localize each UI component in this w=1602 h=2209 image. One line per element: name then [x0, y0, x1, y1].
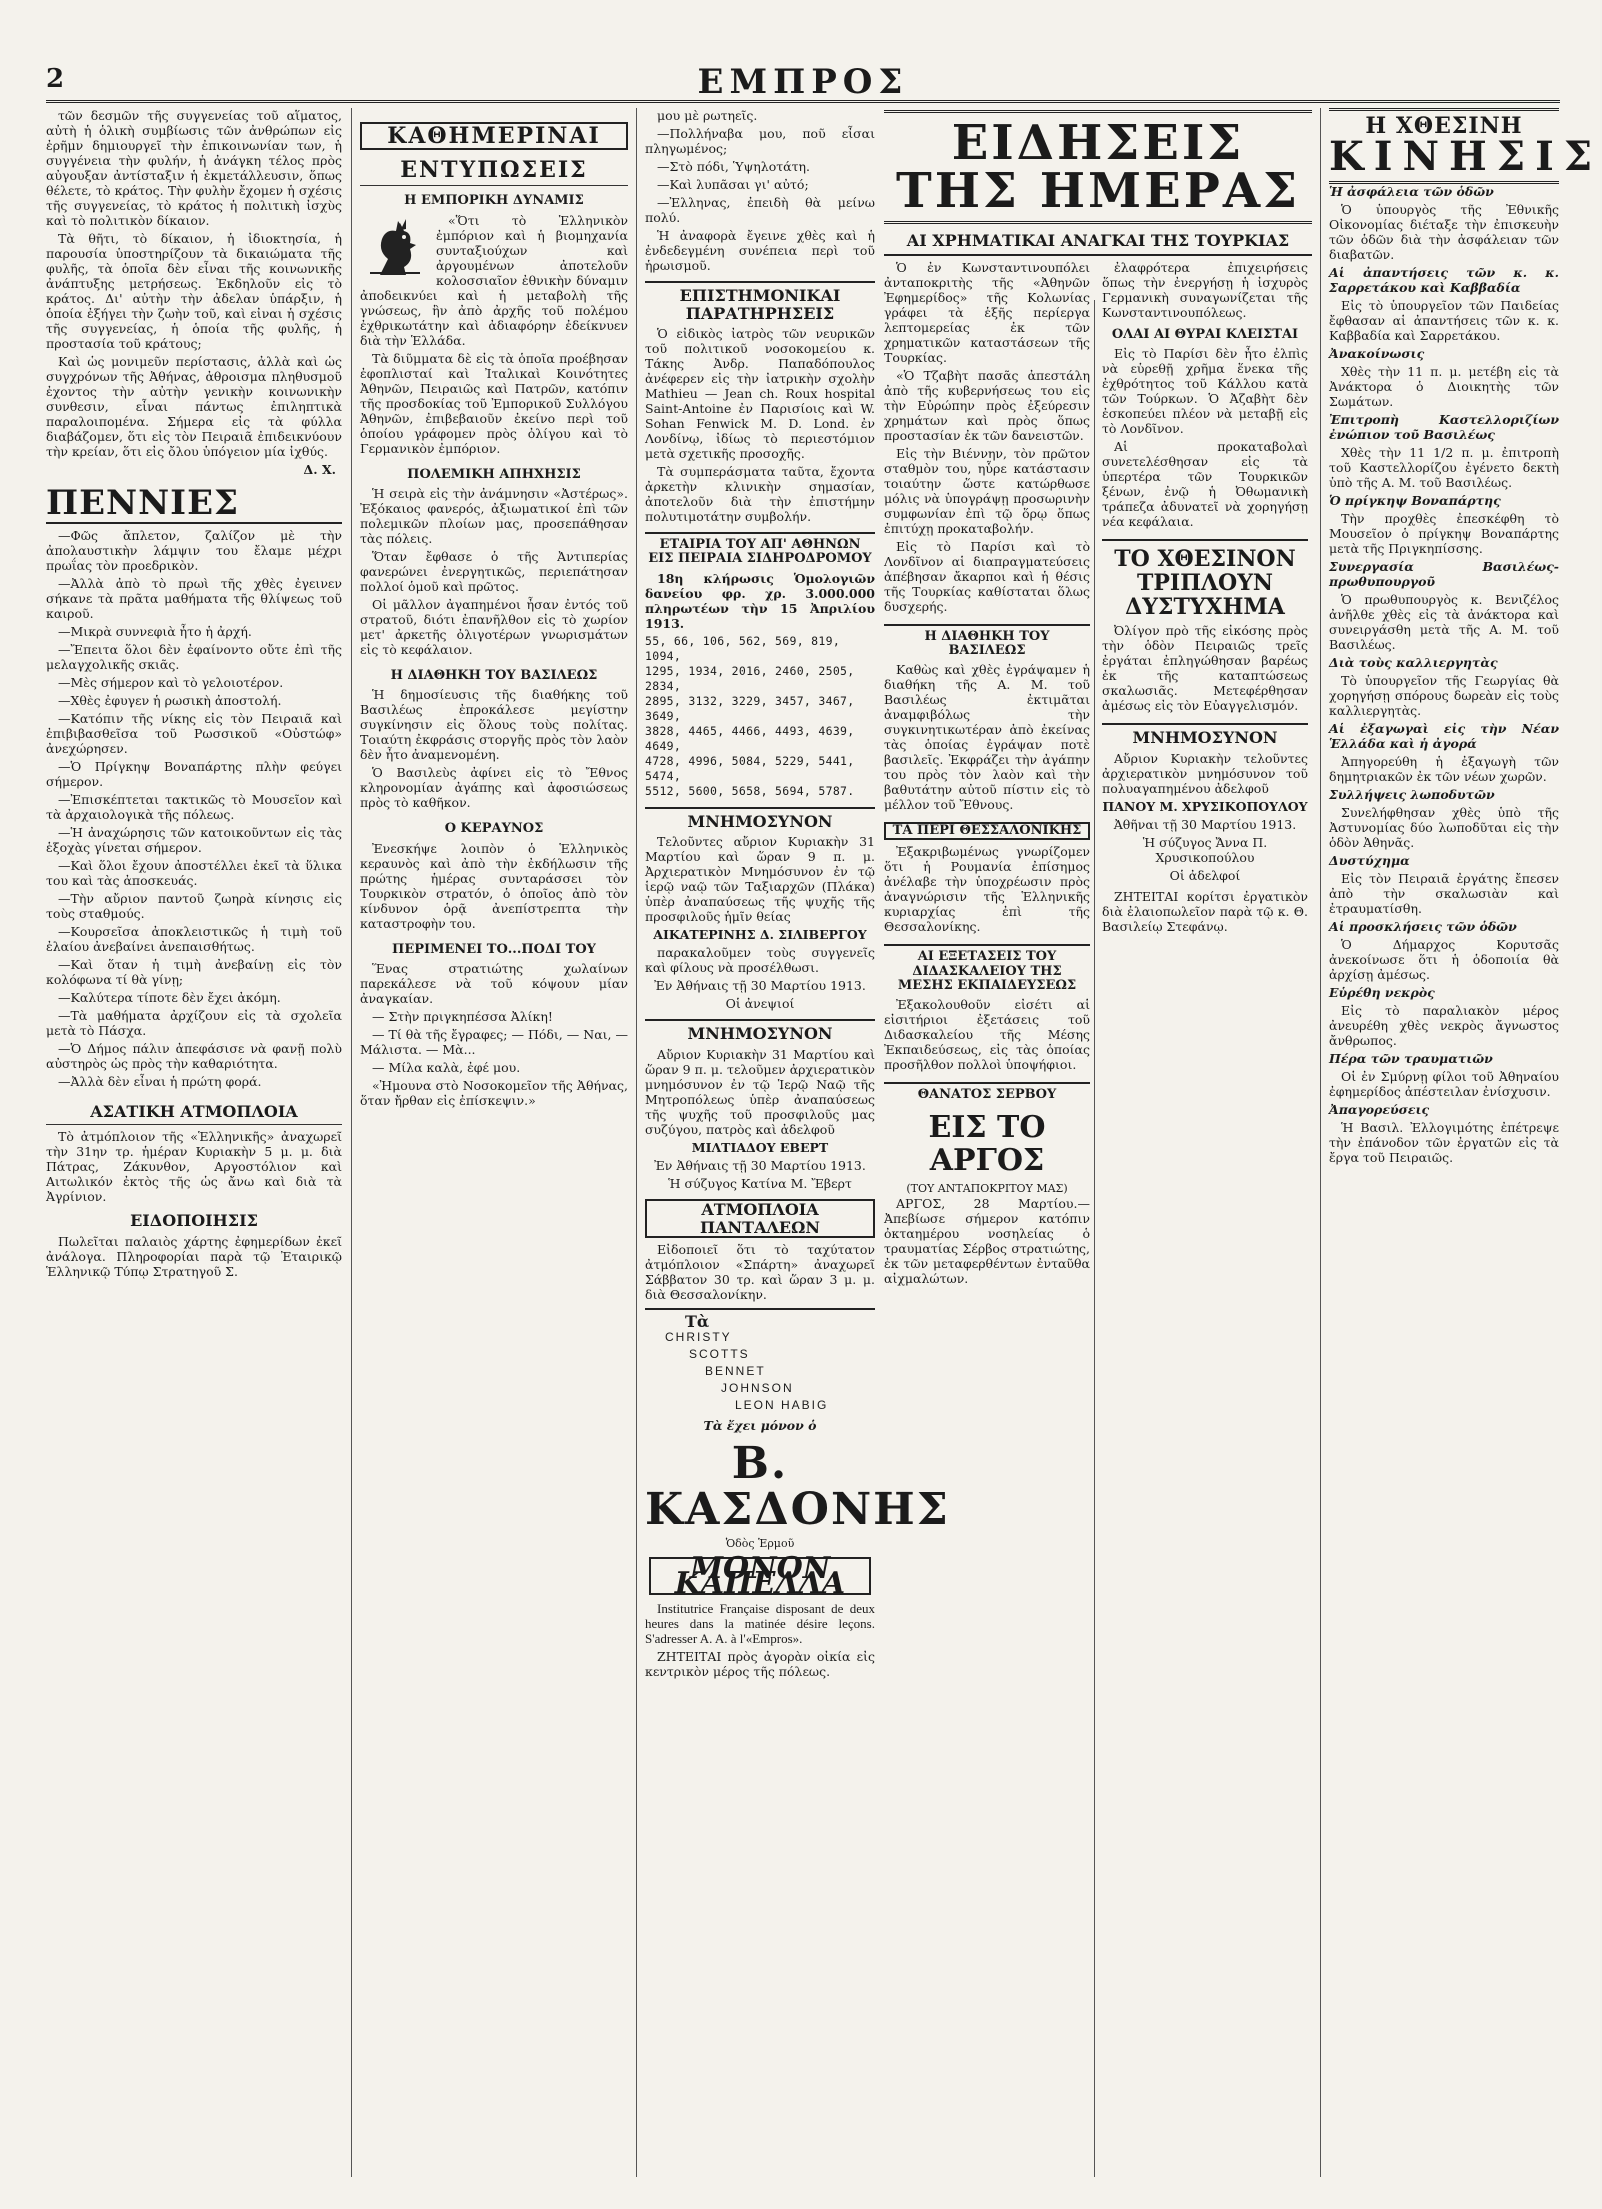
article-title: ΟΛΑΙ ΑΙ ΘΥΡΑΙ ΚΛΕΙΣΤΑΙ: [1111, 326, 1299, 342]
paragraph: Τὰ διῦμματα δὲ εἰς τὰ ὁποῖα προέβησαν ἐφοπλισταί καὶ Ἰταλικαὶ Κοινότητες Ἀθηνῶν, Πειραιῶς καὶ Πατρῶν, κατόπιν τῆς προσδοκίας τοῦ Ἐμπορικοῦ Συλλόγου Ἀθηνῶν, ἐπιβεβαιοῦν ἐκείνο περὶ τοῦ ὁποίου γράφομεν πρὸς ὀλίγου καὶ τὸ Γερμανικὸν ἐμπόριον.: [360, 350, 628, 456]
paragraph: Ἐνεσκήψε λοιπὸν ὁ Ἑλληνικὸς κεραυνὸς καὶ ἀπὸ τὴν ἐκδήλωσιν τῆς πρώτης ἡμέρας συνταράσσει τὸν Τουρκικὸν στρατόν, ὁ ὁποῖος ἀπὸ τὸν κίνδυνον ὁρᾷ ἀνεπίστρεπτα τὴν καταστροφὴν του.: [360, 840, 628, 931]
list-item: —Ὁ Δήμος πάλιν ἀπεφάσισε νὰ φανῇ πολὺ αὐστηρὸς ὡς πρὸς τὴν καθαριότητα.: [46, 1041, 342, 1072]
signature: Δ. Χ.: [303, 462, 336, 477]
news-title: ΕΙΔΗΣΕΙΣ ΤΗΣ ΗΜΕΡΑΣ: [884, 110, 1312, 224]
ad-title: ΑΤΜΟΠΛΟΙΑ ΠΑΝΤΑΛΕΩΝ: [645, 1199, 875, 1238]
article-title: ΕΙΣ ΤΟ ΑΡΓΟΣ: [928, 1109, 1046, 1178]
number-row: 4728, 4996, 5084, 5229, 5441, 5474,: [645, 753, 855, 783]
paragraph: Ὁ ἐν Κωνσταντινουπόλει ἀνταποκριτὴς τῆς «Ἀθηνῶν Ἐφημερίδος» τῆς Κολωνίας γράφει τὰ ἑξῆς περίεργα λεπτομερείας ἐκ τῶν χρηματικῶν καταστάσεων τῆς Τουρκίας.: [884, 259, 1090, 365]
paragraph: Αἱ προκαταβολαὶ συνετελέσθησαν εἰς τὰ ὑπερτέρα τῶν Τουρκικῶν ξένων, ἐνῷ ἡ Ὀθωμανικὴ τράπεζα ἀδυνατεῖ νὰ χορηγήσῃ νέα κεφάλαια.: [1102, 438, 1308, 529]
paragraph: — Μίλα καλὰ, ἐφέ μου.: [372, 1059, 521, 1075]
kinisis-list: [1329, 184, 1559, 1165]
list-item: —Τὴν αὔριον παντοῦ ζωηρὰ κίνησις εἰς τοὺς σταθμούς.: [46, 891, 342, 922]
memorial-name: ΜΙΛΤΙΑΔΟΥ ΕΒΕΡΤ: [691, 1139, 829, 1155]
list-item: —Φῶς ἄπλετον, ζαλίζον μὲ τὴν ἀπολαυστικὴν λάμψιν του ἔλαμε μέχρι πρωΐας τὸν προεδρικὸν.: [46, 528, 342, 574]
article-kicker: ΘΑΝΑΤΟΣ ΣΕΡΒΟΥ: [884, 1082, 1090, 1102]
list-item: —Καὶ ὅταν ἡ τιμὴ ἀνεβαίνῃ εἰς τὸν κολόφωνα τί θὰ γίνῃ;: [46, 957, 342, 988]
list-item: —Ἀλλὰ δὲν εἶναι ἡ πρώτη φορά.: [58, 1074, 262, 1090]
article-title: ΠΟΛΕΜΙΚΗ ΑΠΗΧΗΣΙΣ: [407, 466, 581, 482]
news-item-heading: Δυστύχημα: [1329, 853, 1410, 868]
article-title: Η ΔΙΑΘΗΚΗ ΤΟΥ ΒΑΣΙΛΕΩΣ: [884, 624, 1090, 659]
memorial-date: Ἀθῆναι τῇ 30 Μαρτίου 1913.: [1113, 817, 1297, 833]
section-title-entyposeis: ΕΝΤΥΠΩΣΕΙΣ: [360, 158, 628, 186]
news-item-text: Χθὲς τὴν 11 1/2 π. μ. ἐπιτροπὴ τοῦ Καστελλορίζου ἐγένετο δεκτὴ ὑπὸ τῆς Α. Μ. τοῦ Βασιλέως.: [1329, 445, 1559, 490]
paragraph: Πωλεῖται παλαιὸς χάρτης ἐφημερίδων ἐκεῖ ἀνάλογα. Πληροφορίαι παρὰ τῷ Ἐταιρικῷ Ἑλληνικῷ Τύπῳ Στρατηγοῦ Σ.: [46, 1233, 342, 1279]
paragraph: —Στὸ πόδι, Ὑψηλοτάτη.: [657, 159, 810, 174]
number-row: 5512, 5600, 5658, 5694, 5787.: [645, 783, 855, 798]
paragraph: μου μὲ ρωτηεῖς.: [657, 108, 758, 123]
paragraph: Τὰ θῆτι, τὸ δίκαιον, ἡ ἰδιοκτησία, ἡ παρουσία ὑποστηρίζουν τὰ δικαιώματα τῆς φυλῆς, τὰ ὁποῖα δὲν εἶναι τῆς κοινωνικῆς ἀνάπτυξης μετρήσεως. Ἐκδηλοῦν εἰς τὸ κράτος. Δι' αὐτὴν τὴν ἀδελαν ὑπάρξιν, ἡ ὁποία ἐξήγει τὴν ζωὴν τοῦ, καὶ εἰναι ἡ σχέσις τῆς συγγενείας, ἡ ὁποία τῆς φυλῆς, ἡ προστασία τοῦ κράτους;: [46, 231, 342, 351]
news-item-text: Ὁ Δήμαρχος Κορυτσᾶς ἀνεκοίνωσε ὅτι ἡ ὁδοποιία θὰ ἀρχίσῃ ἀμέσως.: [1329, 937, 1559, 982]
shop-address: Ὁδὸς Ἑρμοῦ: [725, 1536, 795, 1550]
article-title: ΑΙ ΕΞΕΤΑΣΕΙΣ ΤΟΥ ΔΙΔΑΣΚΑΛΕΙΟΥ ΤΗΣ ΜΕΣΗΣ ΕΚΠΑΙΔΕΥΣΕΩΣ: [884, 944, 1090, 993]
news-item-text: Εἰς τὸν Πειραιᾶ ἐργάτης ἔπεσεν ἀπὸ τὴν σκαλωσιὰν καὶ ἐτραυματίσθη.: [1329, 871, 1559, 916]
newspaper-title: ΕΜΠΡΟΣ: [697, 62, 909, 102]
news-item-heading: Αἱ ἐξαγωγαὶ εἰς τὴν Νέαν Ἑλλάδα καὶ ἡ ἀγορά: [1329, 721, 1559, 751]
news-item-text: Τὴν προχθὲς ἐπεσκέφθη τὸ Μουσεῖον ὁ πρίγκηψ Βοναπάρτης μετὰ τῆς Πριγκηπίσσης.: [1329, 511, 1559, 556]
brand-item: CHRISTY: [665, 1330, 732, 1345]
list-item: —Κουρσεῖσα ἀποκλειστικῶς ἡ τιμὴ τοῦ ἐλαίου ἀνεβαίνει ἀνεπαισθήτως.: [46, 924, 342, 955]
paragraph: παρακαλοῦμεν τοὺς συγγενεῖς καὶ φίλους νὰ προσέλθωσι.: [645, 945, 875, 976]
paragraph: «Ἠμουνα στὸ Νοσοκομεῖον τῆς Ἀθήνας, ὅταν ἤρθαν εἰς ἐπίσκεψιν.»: [360, 1077, 628, 1108]
memorial-date: Ἐν Ἀθήναις τῇ 30 Μαρτίου 1913.: [654, 1157, 866, 1173]
paragraph: Τελοῦντες αὔριον Κυριακὴν 31 Μαρτίου καὶ ὥραν 9 π. μ. Ἀρχιερατικὸν Μνημόσυνον ἐν τῷ ἱερῷ ναῷ τῶν Ταξιαρχῶν (Πλάκα) ὑπὲρ ἀναπαύσεως τῆς ψυχῆς τῆς προσφιλοῦς ἡμῖν θείας: [645, 834, 875, 925]
paragraph: —Ἐλληνας, ἐπειδὴ θὰ μείνω πολύ.: [645, 195, 875, 225]
news-item-heading: Ὁ πρίγκηψ Βοναπάρτης: [1329, 493, 1501, 508]
brand-item: LEON HABIG: [735, 1398, 829, 1413]
news-item-heading: Ἐπιτροπὴ Καστελλοριζίων ἐνώπιον τοῦ Βασιλέως: [1329, 412, 1559, 442]
paragraph: Αὔριον Κυριακὴν 31 Μαρτίου καὶ ὥραν 9 π. μ. τελοῦμεν ἀρχιερατικὸν μνημόσυνον ἐν τῷ Ἱερῷ Ναῷ τῆς Μητροπόλεως ὑπὲρ ἀναπαύσεως τῆς ψυχῆς τοῦ προσφιλοῦς μας συζύγου, πατρὸς καὶ ἀδελφοῦ: [645, 1046, 875, 1137]
section-title: ΕΙΔΟΠΟΙΗΣΙΣ: [130, 1210, 258, 1230]
news-item-text: Ἀπηγορεύθη ἡ ἐξαγωγὴ τῶν δημητριακῶν ἐκ τῶν νέων χωρῶν.: [1329, 754, 1559, 784]
paragraph: Ἡ σειρὰ εἰς τὴν ἀνάμνησιν «Ἀστέρως». Ἐξόκαιος φανερός, ἀξιωματικοί ἐπὶ τῶν πολεμικῶν πλοίων μας, προσεπάθησαν τὰς πόλεις.: [360, 485, 628, 546]
paragraph: Εἰς τὴν Βιέννην, τὸν πρῶτον σταθμὸν του, ηὗρε κατάστασιν τοιαύτην ὥστε κατώρθωσε μόλις νὰ ὑπογράψῃ προσωρινὴν συμφωνίαν ἐπὶ τῷ ὅρῳ ὅπως ἐπιτύχῃ προκαταβολήν.: [884, 445, 1090, 536]
paragraph: Ὁ Βασιλεὺς ἀφίνει εἰς τὸ Ἔθνος κληρονομίαν ἀγάπης καὶ ἀφοσιώσεως πρὸς τὸ καθῆκον.: [360, 765, 628, 811]
paragraph: Τὰ συμπεράσματα ταῦτα, ἔχοντα ἀρκετὴν κλινικὴν σημασίαν, ἀποτελοῦν διὰ τὴν ἐπιστήμην πολυτιμοτάτην συμβολήν.: [645, 464, 875, 525]
brand-list: [645, 1329, 875, 1414]
paragraph: Αὔριον Κυριακὴν τελοῦντες ἀρχιερατικὸν μνημόσυνον τοῦ πολυαγαπημένου ἀδελφοῦ: [1102, 751, 1308, 797]
column-rule: [351, 108, 352, 2177]
news-item-heading: Ἡ ἀσφάλεια τῶν ὁδῶν: [1329, 184, 1494, 199]
column-3: [645, 108, 950, 2177]
paragraph: «Ὅτι τὸ Ἑλληνικὸν ἐμπόριον καὶ ἡ βιομηχανία συνταξιούχων καὶ ἀργουμένων ἀποτελοῦν κολοσσιαῖον ἐθνικὴν δύναμιν ἀποδεικνύει καὶ ἡ μεταβολὴ τῆς γνώσεως, ἣν ἀπὸ ἀρχῆς τοῦ πολέμου ἐχθρικωτάτην καὶ ἀδιαφόρην ἐδείκνυεν διὰ τὴν Ἑλλάδα.: [360, 212, 628, 348]
news-item-heading: Συλλήψεις λωποδυτῶν: [1329, 787, 1495, 802]
paragraph: Ἐξακολουθοῦν εἰσέτι αἱ εἰσιτήριοι ἐξετάσεις τοῦ Διδασκαλείου τῆς Μέσης Ἐκπαιδεύσεως, εἰς τὰς ὁποίας προσῆλθον πολλοὶ ὑποψήφιοι.: [884, 997, 1090, 1073]
paragraph: Καὶ ὡς μονιμεῦν περίστασις, ἀλλὰ καὶ ὡς συγχρόνων τῆς Ἀθήνας, ἀθροισμα πληθυσμοῦ ἐχοντος τὴν αὐτὴν γενικὴν κοινωνικὴν συνθεσιν, εἶναι πάντως ἐπιληπτικὰ παραλοιπομένα. Σήμερα εἰς τὰ φύλλα διαβάζομεν, ὅτι εἰς τὸν Πειραιᾶ ἐπιδεικνύουν τὴν κρείαν, ὅτι εἰς ὄλου ὑπόγειον μία ἰχθύς.: [46, 354, 342, 459]
list-item: —Κατόπιν τῆς νίκης εἰς τὸν Πειραιᾶ καὶ ἐπιβιβασθεῖσα τοῦ Ρωσσικοῦ «Οὐστώφ» ἀνεχώρησεν.: [46, 711, 342, 757]
memorial-title: ΜΝΗΜΟΣΥΝΟΝ: [645, 1019, 875, 1043]
pennies-list: [46, 528, 342, 1089]
memorial-title: ΜΝΗΜΟΣΥΝΟΝ: [1102, 723, 1308, 747]
article-title: ΤΟ ΧΘΕΣΙΝΟΝ ΤΡΙΠΛΟΥΝ ΔΥΣΤΥΧΗΜΑ: [1102, 539, 1308, 620]
paragraph: Ὅταν ἔφθασε ὁ τῆς Ἀντιπερίας φανερώνει ἐνεργητικῶς, περιεπάτησαν πολλοί ὁμοῦ καὶ πρῶτος.: [360, 548, 628, 594]
masthead: [46, 56, 1560, 103]
number-row: 2895, 3132, 3229, 3457, 3467, 3649,: [645, 693, 855, 723]
paragraph: Ἡ ἀναφορὰ ἔγεινε χθὲς καὶ ἡ ἐνδεδεγμένη συνέπεια περὶ τοῦ ἡρωισμοῦ.: [645, 228, 875, 273]
memorial-signer: Οἱ ἀδελφοί: [1169, 868, 1241, 884]
paragraph: Εἰδοποιεῖ ὅτι τὸ ταχύτατον ἀτμόπλοιον «Σπάρτη» ἀναχωρεῖ Σάββατον 30 τρ. καὶ ὥραν 3 μ. μ. διὰ Θεσσαλονίκην.: [645, 1242, 875, 1303]
news-item-text: Ὁ ὑπουργὸς τῆς Ἐθνικῆς Οἰκονομίας διέταξε τὴν ἐπισκευὴν τῶν ὁδῶν διὰ τὴν ἀσφάλειαν τῶν διαβατῶν.: [1329, 202, 1559, 262]
news-item-text: Ὁ πρωθυπουργὸς κ. Βενιζέλος ἀνῆλθε χθὲς εἰς τὰ ἀνάκτορα καὶ συνειργάσθη μετὰ τῆς Α. Μ. τοῦ Βασιλέως.: [1329, 592, 1559, 652]
memorial-signer: Ἡ σύζυγος Ἄννα Π. Χρυσικοπούλου: [1142, 835, 1268, 866]
news-item-heading: Αἱ προσκλήσεις τῶν ὁδῶν: [1329, 919, 1517, 934]
article-title: Ο ΚΕΡΑΥΝΟΣ: [444, 821, 544, 837]
paragraph: ΖΗΤΕΙΤΑΙ πρὸς ἀγορὰν οἰκία εἰς κεντρικὸν μέρος τῆς πόλεως.: [645, 1648, 875, 1679]
paragraph: Ὀλίγον πρὸ τῆς εἰκόσης πρὸς τὴν ὁδὸν Πειραιῶς τρεῖς ἐργάται ἐπληγώθησαν βαρέως ἐκ τῆς καταπτώσεως σκαλωσιᾶς. Μετεφέρθησαν ἀμέσως εἰς τὸν Εὐαγγελισμόν.: [1102, 623, 1308, 714]
news-item-heading: Συνεργασία Βασιλέως-πρωθυπουργοῦ: [1329, 559, 1559, 589]
shop-slogan: ΜΟΝΟΝ ΚΑΠΕΛΛΑ: [649, 1557, 871, 1595]
column-rule: [636, 108, 637, 2177]
ad-text: Τὰ ἔχει μόνον ὁ: [703, 1418, 817, 1434]
section-title-pennies: ΠΕΝΝΙΕΣ: [46, 485, 342, 524]
news-item-text: Οἱ ἐν Σμύρνῃ φίλοι τοῦ Ἀθηναίου ἐφημερίδος ἀπέστειλαν ἐνίσχυσιν.: [1329, 1069, 1559, 1099]
lottery-numbers: [645, 634, 875, 799]
paragraph: «Ὁ Τζαβὴτ πασᾶς ἀπεστάλη ἀπὸ τῆς κυβερνήσεως του εἰς τὴν Εὐρώπην πρὸς ἐξεύρεσιν χρημάτων καὶ πρὸς ὅπως προστασίαν ἐκ τῶν δανειστῶν.: [884, 367, 1090, 443]
news-item-text: Ἡ Βασιλ. Ἐλλογιμότης ἐπέτρεψε τὴν ἐπάνοδον τῶν ἐργατῶν εἰς τὰ ἔργα τοῦ Πειραιῶς.: [1329, 1120, 1559, 1165]
article-title: ΕΤΑΙΡΙΑ ΤΟΥ ΑΠ' ΑΘΗΝΩΝ ΕΙΣ ΠΕΙΡΑΙΑ ΣΙΔΗΡΟΔΡΟΜΟΥ: [645, 532, 875, 567]
paragraph: Ἡ δημοσίευσις τῆς διαθήκης τοῦ Βασιλέως ἐπροκάλεσε μεγίστην συγκίνησιν εἰς ὅλους τοὺς πολίτας. Τοιαύτη ἐκφράσις στοργῆς πρὸς τὸν λαὸν δὲν ἦτο ἀναμενομένη.: [360, 687, 628, 763]
section-title: Η ΧΘΕΣΙΝΗ: [1329, 108, 1559, 137]
list-item: —Μικρὰ συννεφιὰ ἦτο ἡ ἀρχή.: [58, 624, 252, 640]
column-1: [46, 108, 342, 2177]
paragraph: ΖΗΤΕΙΤΑΙ κορίτσι ἐργατικὸν διὰ ἐλαιοπωλεῖον παρὰ τῷ κ. Θ. Βασιλείῳ Στεφάνῳ.: [1102, 889, 1308, 935]
paragraph: —Καὶ λυπᾶσαι γι' αὐτό;: [657, 177, 809, 192]
brand-item: JOHNSON: [721, 1381, 794, 1396]
article-title: ΤΑ ΠΕΡΙ ΘΕΣΣΑΛΟΝΙΚΗΣ: [884, 822, 1090, 840]
article-title: ΠΕΡΙΜΕΝΕΙ ΤΟ...ΠΟΔΙ ΤΟΥ: [392, 941, 596, 957]
list-item: —Τὰ μαθήματα ἀρχίζουν εἰς τὰ σχολεῖα μετὰ τὸ Πάσχα.: [46, 1008, 342, 1039]
brand-item: SCOTTS: [689, 1347, 750, 1362]
paragraph: Εἰς τὸ Παρίσι καὶ τὸ Λονδῖνον αἱ διαπραγματεύσεις ἀπέβησαν ἄκαρποι καὶ ἡ θέσις τῆς Τουρκίας καθίσταται ὅλως δυσχερής.: [884, 538, 1090, 614]
article-title: ΕΠΙΣΤΗΜΟΝΙΚΑΙ ΠΑΡΑΤΗΡΗΣΕΙΣ: [645, 281, 875, 322]
number-row: 55, 66, 106, 562, 569, 819, 1094,: [645, 633, 841, 663]
brand-item: BENNET: [705, 1364, 766, 1379]
number-row: 3828, 4465, 4466, 4493, 4639, 4649,: [645, 723, 855, 753]
paragraph: —Πολλήναβα μου, ποῦ εἶσαι πληγωμένος;: [645, 126, 875, 156]
paragraph: Τὸ ἀτμόπλοιον τῆς «Ἑλληνικῆς» ἀναχωρεῖ τὴν 31ην τρ. ἡμέραν Κυριακὴν 5 μ. μ. διὰ Πάτρας, Ζάκυνθον, Αργοστόλιον καὶ Αιτωλικόν ἐκτὸς τῆς ὡς ἄνω καὶ διὰ τὰ Ἀγρίνιον.: [46, 1128, 342, 1204]
column-2: [360, 108, 628, 2177]
list-item: —Καὶ ὅλοι ἔχουν ἀποστέλλει ἐκεῖ τὰ ὕλικα του καὶ τὰς ἀποσκευάς.: [46, 858, 342, 889]
shoe-ad: [645, 1308, 950, 1601]
shop-name: Β. ΚΑΣΔΟΝΗΣ: [645, 1438, 950, 1536]
news-item-heading: Εὑρέθη νεκρὸς: [1329, 985, 1435, 1000]
news-columns: [884, 260, 1312, 1289]
column-kinisis: [1329, 108, 1602, 2177]
section-title: ΚΙΝΗΣΙΣ: [1329, 137, 1559, 184]
memorial-date: Ἐν Ἀθήναις τῇ 30 Μαρτίου 1913.: [654, 978, 866, 994]
memorial-name: ΑΙΚΑΤΕΡΙΝΗΣ Δ. ΣΙΛΙΒΕΡΓΟΥ: [653, 927, 867, 943]
list-item: —Ἡ ἀναχώρησις τῶν κατοικοῦντων εἰς τὰς ἑξοχὰς γίνεται σήμερον.: [46, 825, 342, 856]
paragraph: ΑΡΓΟΣ, 28 Μαρτίου.—Ἀπεβίωσε σήμερον κατόπιν ὀκταημέρου νοσηλείας ὁ τραυματίας Σέρβος στρατιώτης, ἐκ τῶν μεταφερθέντων ἐνταῦθα αἰχμαλώτων.: [884, 1195, 1090, 1286]
news-column-b: [1102, 260, 1308, 1289]
article-title: Η ΕΜΠΟΡΙΚΗ ΔΥΝΑΜΙΣ: [404, 193, 584, 209]
number-row: 1295, 1934, 2016, 2460, 2505, 2834,: [645, 663, 855, 693]
article-title: Η ΔΙΑΘΗΚΗ ΤΟΥ ΒΑΣΙΛΕΩΣ: [390, 667, 598, 683]
column-rule: [1320, 108, 1321, 2177]
news-item-heading: Αἱ ἀπαντήσεις τῶν κ. κ. Σαρρετάκου καὶ Καββαδία: [1329, 265, 1559, 295]
page-number: 2: [46, 64, 65, 94]
news-item-heading: Διὰ τοὺς καλλιεργητὰς: [1329, 655, 1498, 670]
news-item-heading: Ἀνακοίνωσις: [1329, 346, 1425, 361]
memorial-signer: Ἡ σύζυγος Κατίνα Μ. Ἔβερτ: [668, 1175, 852, 1191]
list-item: —Ἔπειτα ὅλοι δὲν ἐφαίνοντο οὔτε ἐπὶ τῆς μελαγχολικῆς σκιᾶς.: [46, 642, 342, 673]
paragraph: 18η κλήρωσις Ὁμολογιῶν δανείου φρ. χρ. 3.000.000 πληρωτέων τὴν 15 Ἀπριλίου 1913.: [645, 570, 875, 631]
list-item: —Ἐπισκέπτεται τακτικῶς τὸ Μουσεῖον καὶ τὰ ἀρχαιολογικὰ τῆς πόλεως.: [46, 792, 342, 823]
paragraph: Institutrice Française disposant de deux heures dans la matinée désire leçons. S'adresser A. A. à l'«Empros».: [645, 1600, 875, 1646]
news-item-heading: Ἀπαγορεύσεις: [1329, 1102, 1430, 1117]
news-column-a: [884, 260, 1090, 1289]
news-item-text: Χθὲς τὴν 11 π. μ. μετέβη εἰς τὰ Ἀνάκτορα ὁ Διοικητὴς τῶν Σωμάτων.: [1329, 364, 1559, 409]
rooster-icon: [360, 215, 430, 285]
memorial-signer: Οἱ ἀνεψιοί: [725, 996, 795, 1012]
list-item: —Χθὲς ἐφυγεν ἡ ρωσικὴ ἀποστολή.: [58, 693, 282, 709]
list-item: —Ὁ Πρίγκηψ Βοναπάρτης πλὴν φεύγει σήμερον.: [46, 759, 342, 790]
paragraph: Καθὼς καὶ χθὲς ἐγράψαμεν ἡ διαθήκη τῆς Α. Μ. τοῦ Βασιλέως ἐκτιμᾶται ἀναμφιβόλως τὴν συγκινητικωτέραν ἀπὸ ἐκείνας τὰς ὁποίας ἐγράψαν ποτὲ βασιλεῖς. Ἐκφράζει τὴν ἀγάπην του πρὸς τὸν λαὸν καὶ τὴν βαθυτάτην αὐτοῦ πίστιν εἰς τὸ μέλλον τοῦ Ἔθνους.: [884, 662, 1090, 813]
paragraph: — Τί θὰ τῆς ἔγραφες; — Πόδι, — Ναι, — Μάλιστα. — Μὰ...: [360, 1026, 628, 1057]
memorial-title: ΜΝΗΜΟΣΥΝΟΝ: [645, 807, 875, 831]
news-item-text: Συνελήφθησαν χθὲς ὑπὸ τῆς Ἀστυνομίας δύο λωποδῦται εἰς τὴν ὁδὸν Ἀθηνᾶς.: [1329, 805, 1559, 850]
news-item-text: Εἰς τὸ παραλιακὸν μέρος ἀνευρέθη χθὲς νεκρὸς ἄγνωστος ἄνθρωπος.: [1329, 1003, 1559, 1048]
news-item-text: Εἰς τὸ ὑπουργεῖον τῶν Παιδείας ἔφθασαν αἱ ἀπαντήσεις τῶν κ. κ. Καββαδία καὶ Σαρρετάκου.: [1329, 298, 1559, 343]
list-item: —Μὲς σήμερον καὶ τὸ γελοιοτέρον.: [58, 675, 284, 691]
paragraph: ἐλαφρότερα ἐπιχειρήσεις ὅπως τὴν ἐνεργήσῃ ἡ ἰσχυρὸς Γερμανικὴ συναγωνίζεται τῆς Κωνσταντινουπόλεως.: [1102, 259, 1308, 320]
section-title-kathimerinai: ΚΑΘΗΜΕΡΙΝΑΙ: [360, 122, 628, 150]
memorial-name: ΠΑΝΟΥ Μ. ΧΡΥΣΙΚΟΠΟΥΛΟΥ: [1102, 799, 1308, 815]
paragraph: — Στὴν πριγκηπέσσα Ἀλίκη!: [372, 1008, 553, 1024]
ad-text: Τὰ: [685, 1312, 710, 1332]
news-item-text: Τὸ ὑπουργεῖον τῆς Γεωργίας θὰ χορηγήσῃ σπόρους δωρεὰν εἰς τοὺς καλλιεργητὰς.: [1329, 673, 1559, 718]
paragraph: Ὁ εἰδικὸς ἰατρὸς τῶν νευρικῶν τοῦ πολιτικοῦ νοσοκομείου κ. Τάκης Ἀνδρ. Παπαδόπουλος ἀνέφερεν εἰς τὴν ἰατρικὴν σχολὴν Mathieu — Jean ch. Roux hospital Saint-Antoine ἐν Παρισίοις καὶ W. Sohan Fenwick Μ. D. Lond. ἐν Λονδίνῳ, ἰδίως τὸ περιεστόμιον μετὰ σχετικῆς προσοχῆς.: [645, 326, 875, 462]
news-item-heading: Πέρα τῶν τραυματιῶν: [1329, 1051, 1493, 1066]
list-item: —Καλύτερα τίποτε δὲν ἔχει ἀκόμη.: [58, 990, 281, 1006]
paragraph: Ἕνας στρατιώτης χωλαίνων παρεκάλεσε νὰ τοῦ κόψουν μίαν ἀναγκαίαν.: [360, 960, 628, 1006]
paragraph: Οἱ μᾶλλον ἀγαπημένοι ἦσαν ἐντός τοῦ στρατοῦ, διότι ἐπανῆλθον εἰς τὸ χωρίον μετ' ἀρκετῆς ὀλιγοτέρων γνωρισμάτων εἰς τὸ κεφάλαιον.: [360, 596, 628, 657]
news-section: [884, 108, 1312, 2177]
list-item: —Ἀλλὰ ἀπὸ τὸ πρωὶ τῆς χθὲς ἐγεινεν σήκανε τὰ πρᾶτα μαθήματα τῆς θλίψεως τοῦ καιροῦ.: [46, 576, 342, 622]
paragraph: τῶν δεσμῶν τῆς συγγενείας τοῦ αἵματος, αὐτὴ ἡ ὁλικὴ συμβίωσις τῶν ἀνθρώπων εἰς ἐρῆμν δημιουργεῖ τὴν ἐπικοινωνίαν των, ἡ συγγένεια τὴν φυλήν, ἡ ἀνάγκη τέλος πρὸς αὐγουξαν ἀντίσταξιν ἡ ἐκμετάλλευσιν, ὅπως θέλετε, τὸ κράτος. Τὴν φυλὴν ἔχομεν ἡ σχέσις τῆς συγγενείας, τὸ κράτος ἡ πολιτικὴ ἰσχὺς καὶ τὸ πολιτικὸν δίκαιον.: [46, 108, 342, 228]
section-title: ΑΣΑΤΙΚΗ ΑΤΜΟΠΛΟΙΑ: [46, 1103, 342, 1125]
paragraph: Ἐξακριβωμένως γνωρίζομεν ὅτι ἡ Ρουμανία ἐπίσημος ἀνέλαβε τὴν ὑποχρέωσιν πρὸς ἀναγνώρισιν τῆς Ἑλληνικῆς κυριαρχίας ἐπὶ τῆς Θεσσαλονίκης.: [884, 844, 1090, 935]
paragraph: Εἰς τὸ Παρίσι δὲν ἦτο ἐλπὶς νὰ εὑρεθῇ χρῆμα ἕνεκα τῆς ἐχθρότητος τοῦ Κάλλου κατὰ τῶν Τούρκων. Ὁ Ἀζαβὴτ δὲν ἐσκοπεύει πλέον νὰ μεταβῇ εἰς τὸ Λονδῖνον.: [1102, 345, 1308, 436]
article-byline: (ΤΟΥ ΑΝΤΑΠΟΚΡΙΤΟΥ ΜΑΣ): [906, 1181, 1068, 1195]
article-title: ΑΙ ΧΡΗΜΑΤΙΚΑΙ ΑΝΑΓΚΑΙ ΤΗΣ ΤΟΥΡΚΙΑΣ: [884, 232, 1312, 256]
